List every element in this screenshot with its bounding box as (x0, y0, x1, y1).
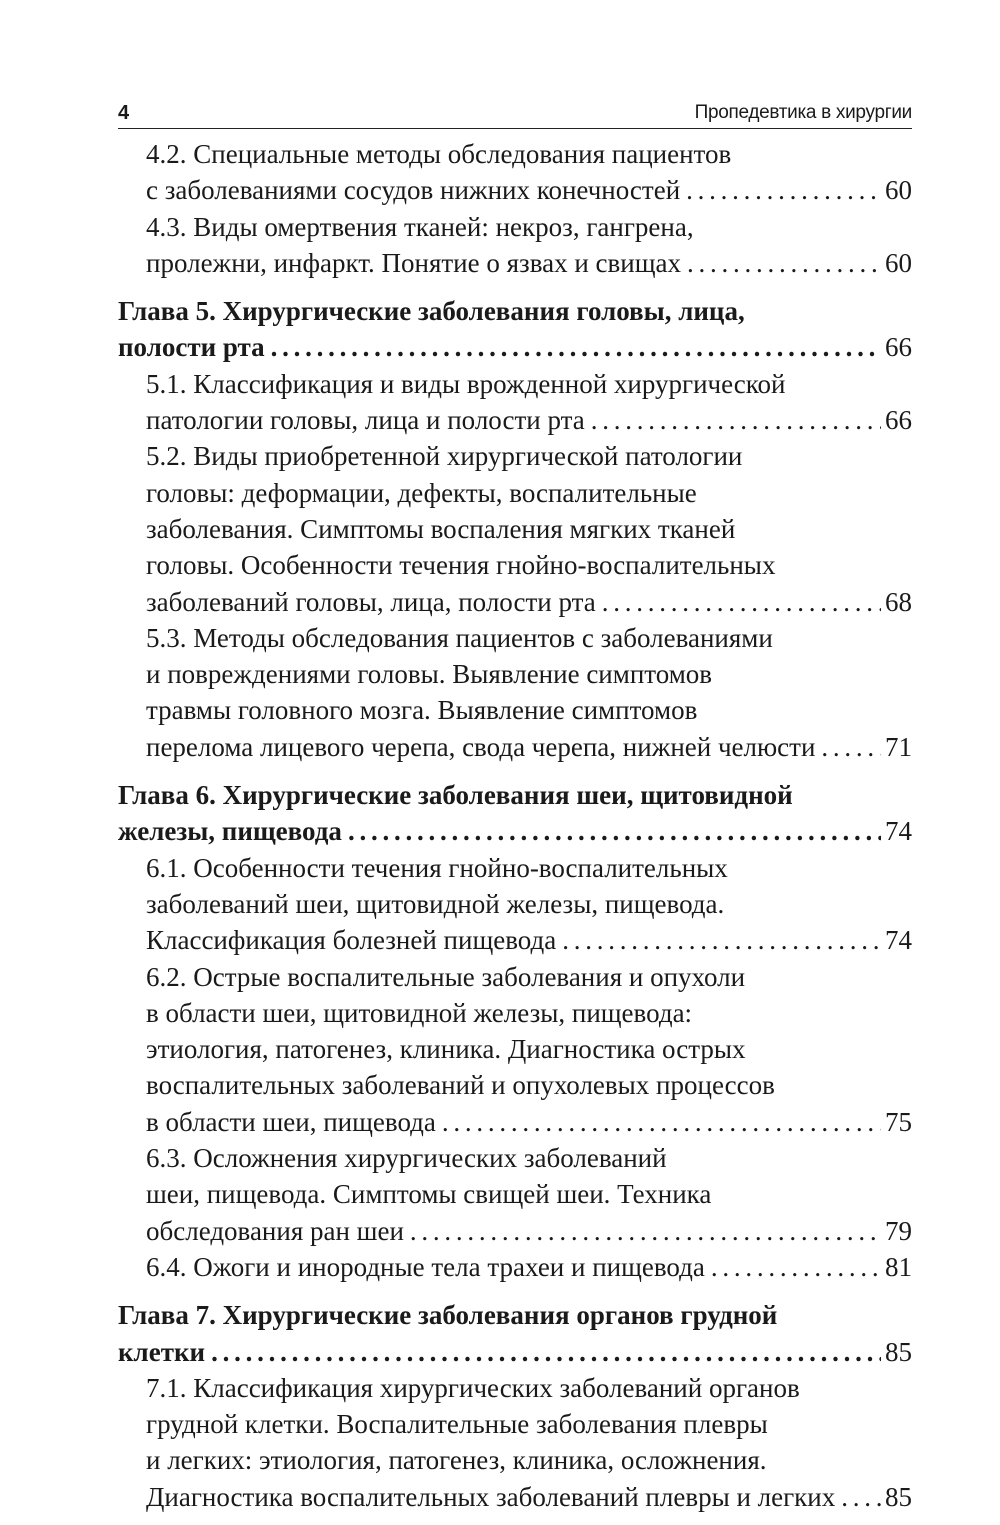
dot-leader (711, 1249, 881, 1285)
toc-entry-6-1-line-1[interactable]: 6.1. Особенности течения гнойно-воспалительных (146, 852, 728, 883)
toc-entry-5-2-line-1[interactable]: 5.2. Виды приобретенной хирургической патологии (146, 441, 743, 472)
toc-entry-5-2-line-5[interactable]: заболеваний головы, лица, полости рта . . . 68 (118, 584, 912, 620)
dot-leader (591, 402, 881, 438)
dot-leader (271, 329, 881, 365)
toc-page-number: 74 (885, 925, 912, 956)
toc-page-number: 75 (885, 1106, 912, 1137)
toc-page-number: 81 (885, 1251, 912, 1282)
toc-entry-5-3-line-4[interactable]: перелома лицевого черепа, свода черепа, нижней челюсти . . . 71 (118, 729, 912, 765)
dot-leader (841, 1479, 881, 1515)
dot-leader (602, 584, 881, 620)
dot-leader (562, 922, 881, 958)
toc-entry-6-2-line-1[interactable]: 6.2. Острые воспалительные заболевания и опухоли (146, 961, 746, 992)
running-title: Пропедевтика в хирургии (694, 102, 912, 123)
toc-entry-5-1-line-1[interactable]: 5.1. Классификация и виды врожденной хирургической (146, 368, 786, 399)
toc-entry-7-1-line-3[interactable]: и легких: этиология, патогенез, клиника, осложнения. (146, 1445, 767, 1476)
toc-entry-5-2-line-4[interactable]: головы. Особенности течения гнойно-воспалительных (146, 550, 776, 581)
toc-page-number: 85 (885, 1481, 912, 1512)
toc-entry-7-1-line-2[interactable]: грудной клетки. Воспалительные заболевания плевры (146, 1409, 768, 1440)
toc-page-number: 66 (885, 332, 912, 363)
toc-entry-4-2-line-2[interactable]: с заболеваниями сосудов нижних конечностей . . . 60 (118, 172, 912, 208)
toc-page-number: 74 (885, 816, 912, 847)
dot-leader (410, 1213, 881, 1249)
dot-leader (442, 1104, 881, 1140)
toc-entry-4-3-line-2[interactable]: пролежни, инфаркт. Понятие о язвах и свищах . . . 60 (118, 245, 912, 281)
toc-entry-5-2-line-3[interactable]: заболевания. Симптомы воспаления мягких тканей (146, 513, 736, 544)
toc-entry-5-1-line-2[interactable]: патологии головы, лица и полости рта . . . 66 (118, 402, 912, 438)
toc-page-number: 68 (885, 586, 912, 617)
toc-page-number: 71 (885, 731, 912, 762)
toc-entry-6-3-line-3[interactable]: обследования ран шеи . . . 79 (118, 1213, 912, 1249)
toc-entry-5-2-line-2[interactable]: головы: деформации, дефекты, воспалительные (146, 477, 697, 508)
toc-entry-6-2-line-4[interactable]: воспалительных заболеваний и опухолевых процессов (146, 1070, 775, 1101)
toc-page-number: 66 (885, 405, 912, 436)
toc-entry-6-4-line-1[interactable]: 6.4. Ожоги и инородные тела трахеи и пищевода . . . 81 (118, 1249, 912, 1285)
dot-leader (687, 245, 881, 281)
toc-entry-7-1-line-1[interactable]: 7.1. Классификация хирургических заболеваний органов (146, 1372, 800, 1403)
toc-chapter-6-line-2[interactable]: железы, пищевода . . . 74 (118, 813, 912, 849)
dot-leader (348, 813, 881, 849)
toc-entry-6-1-line-2[interactable]: заболеваний шеи, щитовидной железы, пищевода. (146, 888, 725, 919)
toc-chapter-5-line-2[interactable]: полости рта . . . 66 (118, 329, 912, 365)
toc-page-number: 85 (885, 1336, 912, 1367)
toc-entry-7-1-line-4[interactable]: Диагностика воспалительных заболеваний плевры и легких . . . 85 (118, 1479, 912, 1515)
toc-entry-6-2-line-5[interactable]: в области шеи, пищевода . . . 75 (118, 1104, 912, 1140)
toc-chapter-7-line-2[interactable]: клетки . . . 85 (118, 1334, 912, 1370)
toc-chapter-5-line-1[interactable]: Глава 5. Хирургические заболевания головы, лица, (118, 296, 745, 327)
toc-page-number: 60 (885, 247, 912, 278)
toc-entry-6-3-line-1[interactable]: 6.3. Осложнения хирургических заболеваний (146, 1143, 667, 1174)
toc-entry-6-2-line-2[interactable]: в области шеи, щитовидной железы, пищевода: (146, 997, 693, 1028)
toc-entry-5-3-line-2[interactable]: и повреждениями головы. Выявление симптомов (146, 659, 713, 690)
page-header (118, 98, 912, 129)
toc-entry-6-2-line-3[interactable]: этиология, патогенез, клиника. Диагностика острых (146, 1034, 746, 1065)
table-of-contents (118, 136, 912, 1515)
toc-page-number: 60 (885, 175, 912, 206)
toc-entry-4-2-line-1[interactable]: 4.2. Специальные методы обследования пациентов (146, 139, 732, 169)
toc-entry-5-3-line-3[interactable]: травмы головного мозга. Выявление симптомов (146, 695, 698, 726)
toc-chapter-6-line-1[interactable]: Глава 6. Хирургические заболевания шеи, щитовидной (118, 780, 793, 811)
toc-entry-5-3-line-1[interactable]: 5.3. Методы обследования пациентов с заболеваниями (146, 622, 773, 653)
toc-entry-4-3-line-1[interactable]: 4.3. Виды омертвения тканей: некроз, гангрена, (146, 211, 694, 242)
dot-leader (686, 172, 881, 208)
dot-leader (211, 1334, 881, 1370)
toc-chapter-7-line-1[interactable]: Глава 7. Хирургические заболевания органов грудной (118, 1300, 778, 1331)
page-number: 4 (118, 102, 130, 124)
toc-page-number: 79 (885, 1215, 912, 1246)
dot-leader (821, 729, 881, 765)
toc-entry-6-3-line-2[interactable]: шеи, пищевода. Симптомы свищей шеи. Техника (146, 1179, 712, 1210)
toc-entry-6-1-line-3[interactable]: Классификация болезней пищевода . . . 74 (118, 922, 912, 958)
